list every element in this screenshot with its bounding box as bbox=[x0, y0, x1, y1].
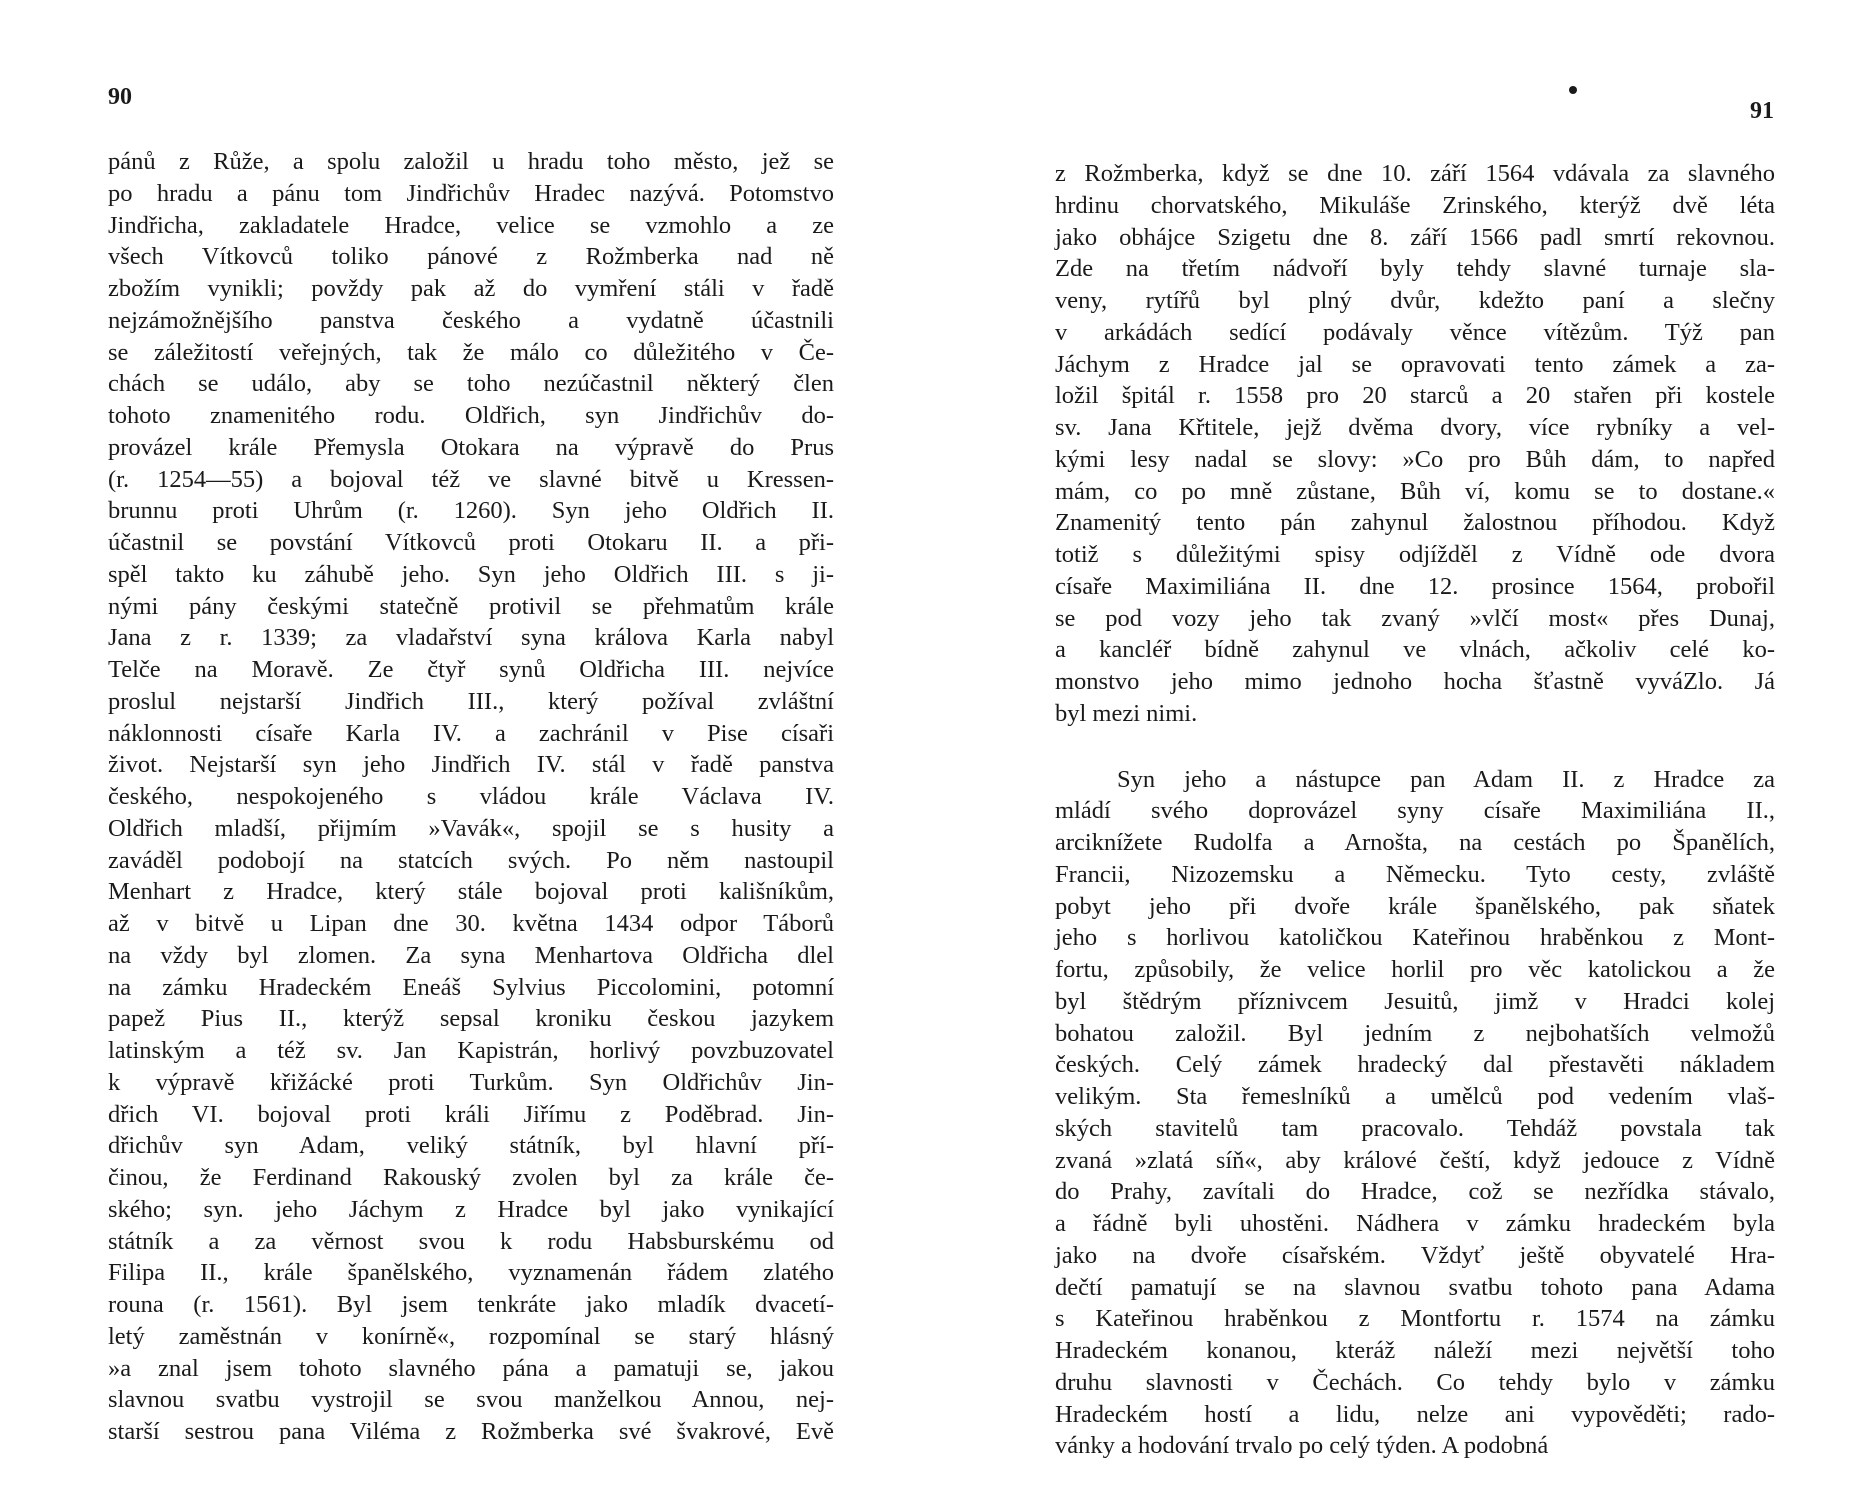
text-line: s Kateřinou hraběnkou z Montfortu r. 1574 na zámku bbox=[1055, 1305, 1775, 1333]
text-line: Jindřicha, zakladatele Hradce, velice se vzmohlo a ze bbox=[108, 211, 834, 239]
text-line: Telče na Moravě. Ze čtyř synů Oldřicha III. nejvíce bbox=[108, 656, 834, 683]
text-line: Zde na třetím nádvoří byly tehdy slavné turnaje sla- bbox=[1055, 255, 1775, 283]
text-line: »a znal jsem tohoto slavného pána a pamatuji se, jakou bbox=[108, 1354, 834, 1382]
text-line: činou, že Ferdinand Rakouský zvolen byl za krále če- bbox=[108, 1164, 834, 1191]
text-line: velikým. Sta řemeslníků a umělců pod vedením vlaš- bbox=[1055, 1083, 1775, 1110]
text-line: pobyt jeho při dvoře krále španělského, pak sňatek bbox=[1055, 892, 1775, 920]
text-line: po hradu a pánu tom Jindřichův Hradec nazývá. Potomstvo bbox=[108, 179, 834, 207]
text-line: z Rožmberka, když se dne 10. září 1564 vdávala za slavného bbox=[1055, 160, 1775, 187]
text-line: zaváděl podobojí na statcích svých. Po něm nastoupil bbox=[108, 846, 834, 874]
text-line: se pod vozy jeho tak zvaný »vlčí most« přes Dunaj, bbox=[1055, 604, 1775, 632]
page-number: 91 bbox=[1750, 98, 1774, 124]
text-line: brunnu proti Uhrům (r. 1260). Syn jeho Oldřich II. bbox=[108, 497, 834, 525]
text-line: jako obhájce Szigetu dne 8. září 1566 padl smrtí rekovnou. bbox=[1055, 223, 1775, 251]
text-line: nými pány českými statečně protivil se přehmatům krále bbox=[108, 592, 834, 620]
text-line: státník a za věrnost svou k rodu Habsburskému od bbox=[108, 1227, 834, 1255]
text-line: vánky a hodování trvalo po celý týden. A podobná bbox=[1055, 1432, 1549, 1460]
text-line: náklonnosti císaře Karla IV. a zachránil v Pise císaři bbox=[108, 719, 834, 747]
right-page bbox=[933, 0, 1866, 1501]
text-line: latinským a též sv. Jan Kapistrán, horlivý povzbuzovatel bbox=[108, 1037, 834, 1064]
text-line: arciknížete Rudolfa a Arnošta, na cestách po Španělích, bbox=[1055, 829, 1775, 856]
text-line: v arkádách sedící podávaly věnce vítězům. Týž pan bbox=[1055, 318, 1775, 346]
text-line: českého, nespokojeného s vládou krále Václava IV. bbox=[108, 783, 834, 810]
text-line: sv. Jana Křtitele, jejž dvěma dvory, více rybníky a vel- bbox=[1055, 414, 1775, 441]
text-line: nejzámožnějšího panstva českého a vydatně účastnili bbox=[108, 306, 834, 334]
text-line: fortu, způsobily, že velice horlil pro věc katolickou a že bbox=[1055, 956, 1775, 983]
text-line: zbožím vynikli; povždy pak až do vymření stáli v řadě bbox=[108, 275, 834, 302]
text-line: ských stavitelů tam pracovalo. Tehdáž povstala tak bbox=[1055, 1114, 1775, 1142]
text-line: starší sestrou pana Viléma z Rožmberka své švakrové, Evě bbox=[108, 1418, 834, 1445]
text-line: se záležitostí veřejných, tak že málo co důležitého v Če- bbox=[108, 338, 834, 366]
text-line: byl štědrým příznivcem Jesuitů, jimž v Hradci kolej bbox=[1055, 987, 1775, 1015]
text-line: na vždy byl zlomen. Za syna Menhartova Oldřicha dlel bbox=[108, 941, 834, 969]
text-line: českých. Celý zámek hradecký dal přestavěti nákladem bbox=[1055, 1051, 1775, 1079]
text-line: a řádně byli uhostěni. Nádhera v zámku hradeckém byla bbox=[1055, 1210, 1775, 1237]
left-page-text bbox=[108, 146, 834, 1448]
text-line: kými lesy nadal se slovy: »Co pro Bůh dám, to napřed bbox=[1055, 445, 1775, 473]
text-line: Menhart z Hradce, který stále bojoval proti kališníkům, bbox=[108, 878, 834, 906]
right-page-text bbox=[1055, 158, 1775, 1462]
text-line: život. Nejstarší syn jeho Jindřich IV. stál v řadě panstva bbox=[108, 751, 834, 779]
text-line: bohatou založil. Byl jedním z nejbohatších velmožů bbox=[1055, 1019, 1775, 1047]
text-line: Oldřich mladší, přijmím »Vavák«, spojil se s husity a bbox=[108, 814, 834, 842]
text-line: totiž s důležitými spisy odjížděl z Vídně ode dvora bbox=[1055, 541, 1775, 568]
text-line: jako na dvoře císařském. Vždyť ještě obyvatelé Hra- bbox=[1055, 1241, 1775, 1269]
text-line: dřichův syn Adam, veliký státník, byl hlavní pří- bbox=[108, 1132, 834, 1160]
text-line: Hradeckém hostí a lidu, nelze ani vypověděti; rado- bbox=[1055, 1400, 1775, 1428]
text-line: monstvo jeho mimo jednoho hocha šťastně vyváZlo. Já bbox=[1055, 668, 1775, 695]
text-line: Francii, Nizozemsku a Německu. Tyto cesty, zvláště bbox=[1055, 860, 1775, 888]
text-line: do Prahy, zavítali do Hradce, což se nezřídka stávalo, bbox=[1055, 1178, 1775, 1206]
text-line: Filipa II., krále španělského, vyznamenán řádem zlatého bbox=[108, 1259, 834, 1287]
text-line: jeho s horlivou katoličkou Kateřinou hraběnkou z Mont- bbox=[1055, 924, 1775, 952]
text-line: byl mezi nimi. bbox=[1055, 699, 1198, 727]
text-line: dečtí pamatují se na slavnou svatbu tohoto pana Adama bbox=[1055, 1273, 1775, 1301]
text-line: Jáchym z Hradce jal se opravovati tento zámek a za- bbox=[1055, 350, 1775, 378]
text-line: mládí svého doprovázel syny císaře Maximiliána II., bbox=[1055, 797, 1775, 825]
text-line: letý zaměstnán v konírně«, rozpomínal se starý hlásný bbox=[108, 1322, 834, 1350]
page-number: 90 bbox=[108, 84, 132, 110]
text-line: Syn jeho a nástupce pan Adam II. z Hradce za bbox=[1117, 765, 1775, 793]
text-line: všech Vítkovců toliko pánové z Rožmberka nad ně bbox=[108, 243, 834, 271]
text-line: ského; syn. jeho Jáchym z Hradce byl jako vynikající bbox=[108, 1195, 834, 1223]
text-line: císaře Maximiliána II. dne 12. prosince 1564, probořil bbox=[1055, 572, 1775, 600]
text-line: Znamenitý tento pán zahynul žalostnou příhodou. Když bbox=[1055, 509, 1775, 537]
text-line: spěl takto ku záhubě jeho. Syn jeho Oldřich III. s ji- bbox=[108, 560, 834, 588]
ink-dot bbox=[1569, 86, 1577, 94]
text-line: zvaná »zlatá síň«, aby králové čeští, když jedouce z Vídně bbox=[1055, 1146, 1775, 1174]
text-line: provázel krále Přemysla Otokara na výpravě do Prus bbox=[108, 433, 834, 461]
text-line: a kancléř bídně zahynul ve vlnách, ačkoliv celé ko- bbox=[1055, 636, 1775, 664]
text-line: mám, co po mně zůstane, Bůh ví, komu se to dostane.« bbox=[1055, 477, 1775, 505]
text-line: dřich VI. bojoval proti králi Jiřímu z Poděbrad. Jin- bbox=[108, 1100, 834, 1128]
text-line: rouna (r. 1561). Byl jsem tenkráte jako mladík dvacetí- bbox=[108, 1291, 834, 1318]
text-line: na zámku Hradeckém Eneáš Sylvius Piccolomini, potomní bbox=[108, 973, 834, 1001]
text-line: k výpravě křižácké proti Turkům. Syn Oldřichův Jin- bbox=[108, 1068, 834, 1096]
text-line: papež Pius II., kterýž sepsal kroniku českou jazykem bbox=[108, 1005, 834, 1033]
text-line: (r. 1254—55) a bojoval též ve slavné bitvě u Kressen- bbox=[108, 465, 834, 493]
text-line: až v bitvě u Lipan dne 30. května 1434 odpor Táborů bbox=[108, 910, 834, 937]
text-line: Jana z r. 1339; za vladařství syna králova Karla nabyl bbox=[108, 624, 834, 652]
text-line: proslul nejstarší Jindřich III., který požíval zvláštní bbox=[108, 687, 834, 715]
text-line: hrdinu chorvatského, Mikuláše Zrinského, kterýž dvě léta bbox=[1055, 191, 1775, 219]
text-line: slavnou svatbu vystrojil se svou manželkou Annou, nej- bbox=[108, 1386, 834, 1414]
text-line: pánů z Růže, a spolu založil u hradu toho město, jež se bbox=[108, 148, 834, 175]
text-line: Hradeckém konanou, kteráž náleží mezi největší toho bbox=[1055, 1337, 1775, 1364]
text-line: ložil špitál r. 1558 pro 20 starců a 20 stařen při kostele bbox=[1055, 382, 1775, 410]
text-line: tohoto znamenitého rodu. Oldřich, syn Jindřichův do- bbox=[108, 402, 834, 429]
text-line: veny, rytířů byl plný dvůr, kdežto paní a slečny bbox=[1055, 287, 1775, 314]
text-line: účastnil se povstání Vítkovců proti Otokaru II. a při- bbox=[108, 529, 834, 556]
text-line: druhu slavnosti v Čechách. Co tehdy bylo v zámku bbox=[1055, 1368, 1775, 1396]
text-line: chách se událo, aby se toho nezúčastnil některý člen bbox=[108, 370, 834, 398]
